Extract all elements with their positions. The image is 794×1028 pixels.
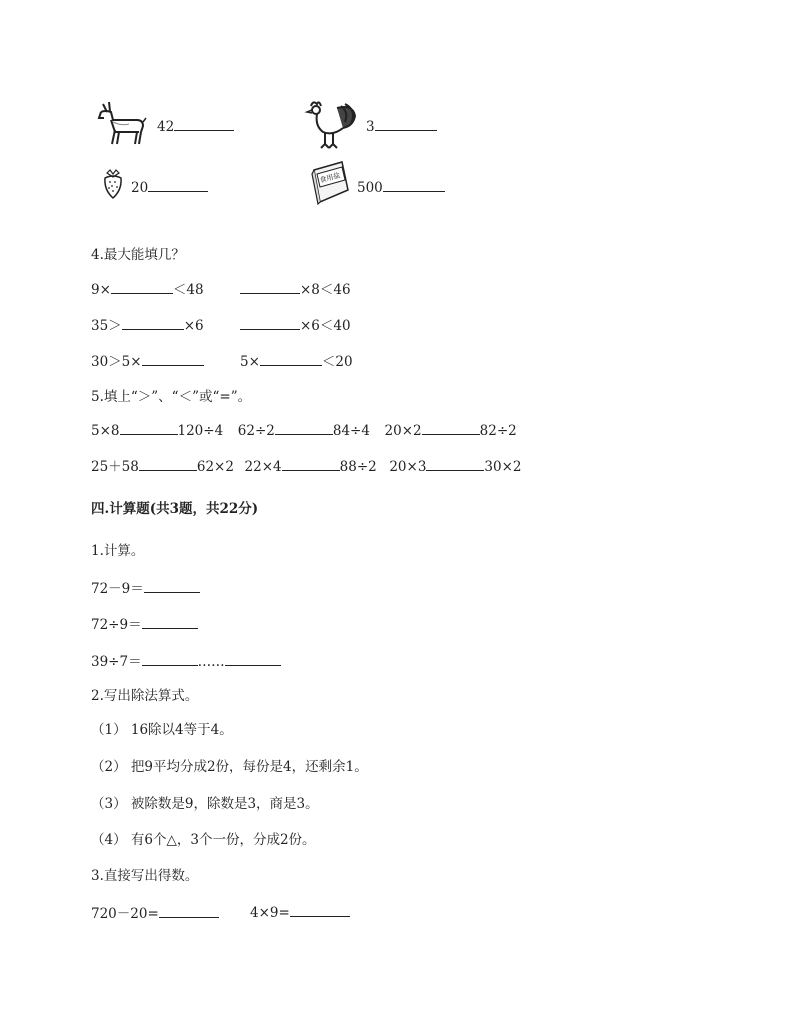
calc1-title: 1.计算。 — [91, 543, 145, 559]
calc3-title: 3.直接写出得数。 — [91, 868, 199, 884]
calc3-item-1: 720－20= — [91, 902, 219, 922]
calc-blank[interactable] — [142, 614, 198, 629]
strawberry-number: 20 — [131, 180, 149, 196]
calc1-line-2: 72÷9＝ — [91, 613, 198, 633]
quotient-blank[interactable] — [142, 651, 198, 666]
q5-row-1: 5×8 120÷4 62÷2 84÷4 20×2 82÷2 — [91, 420, 517, 439]
calc2-title: 2.写出除法算式。 — [91, 688, 199, 704]
salt-bag-icon — [308, 160, 352, 205]
calc-blank[interactable] — [144, 578, 200, 593]
q5-blank[interactable] — [139, 456, 197, 471]
q5-blank[interactable] — [422, 420, 480, 435]
q5-row-2: 25＋58 62×2 22×4 88÷2 20×3 30×2 — [91, 455, 522, 475]
calc2-item: （3） 被除数是9，除数是3，商是3。 — [91, 796, 319, 812]
q5-blank[interactable] — [426, 456, 484, 471]
calc2-item: （2） 把9平均分成2份，每份是4，还剩余1。 — [91, 759, 368, 775]
calc2-item: （1） 16除以4等于4。 — [91, 722, 233, 738]
rooster-number: 3 — [366, 119, 375, 135]
q4-row-1-right: ×8＜46 — [240, 278, 351, 298]
q4-blank[interactable] — [240, 279, 300, 294]
q4-row-3-right: 5× ＜20 — [240, 350, 353, 370]
q4-row-3-left: 30＞5× — [91, 350, 204, 370]
q4-blank[interactable] — [111, 279, 173, 294]
q4-blank[interactable] — [240, 315, 300, 330]
calc-blank[interactable] — [159, 903, 219, 918]
q4-title: 4.最大能填几？ — [91, 247, 185, 263]
goat-icon — [95, 98, 147, 148]
section-title: 四.计算题(共3题，共22分) — [91, 501, 259, 517]
remainder-blank[interactable] — [225, 651, 281, 666]
q4-row-1-left: 9× ＜48 — [91, 278, 204, 298]
q5-blank[interactable] — [120, 420, 178, 435]
goat-number: 42 — [157, 119, 175, 135]
q4-row-2-right: ×6＜40 — [240, 314, 351, 334]
salt-bag-label: 食用盐 — [318, 171, 342, 185]
calc3-item-2: 4×9= — [250, 902, 350, 921]
rooster-answer-blank[interactable] — [375, 116, 437, 131]
calc1-line-1: 72－9＝ — [91, 577, 200, 597]
calc-blank[interactable] — [290, 902, 350, 917]
calc2-item: （4） 有6个△，3个一份，分成2份。 — [91, 832, 316, 848]
rooster-icon — [303, 98, 358, 150]
strawberry-answer-blank[interactable] — [148, 177, 208, 192]
strawberry-icon — [102, 168, 124, 200]
salt-bag-number: 500 — [357, 180, 383, 196]
q4-blank[interactable] — [142, 351, 204, 366]
q4-blank[interactable] — [122, 315, 184, 330]
calc1-line-3: 39÷7＝ …… — [91, 650, 281, 670]
goat-answer-blank[interactable] — [174, 116, 234, 131]
q5-title: 5.填上“＞”、“＜”或“=”。 — [91, 389, 252, 405]
salt-bag-answer-blank[interactable] — [383, 177, 445, 192]
q5-blank[interactable] — [282, 456, 340, 471]
q4-blank[interactable] — [260, 351, 322, 366]
q5-blank[interactable] — [275, 420, 333, 435]
q4-row-2-left: 35＞ ×6 — [91, 314, 204, 334]
